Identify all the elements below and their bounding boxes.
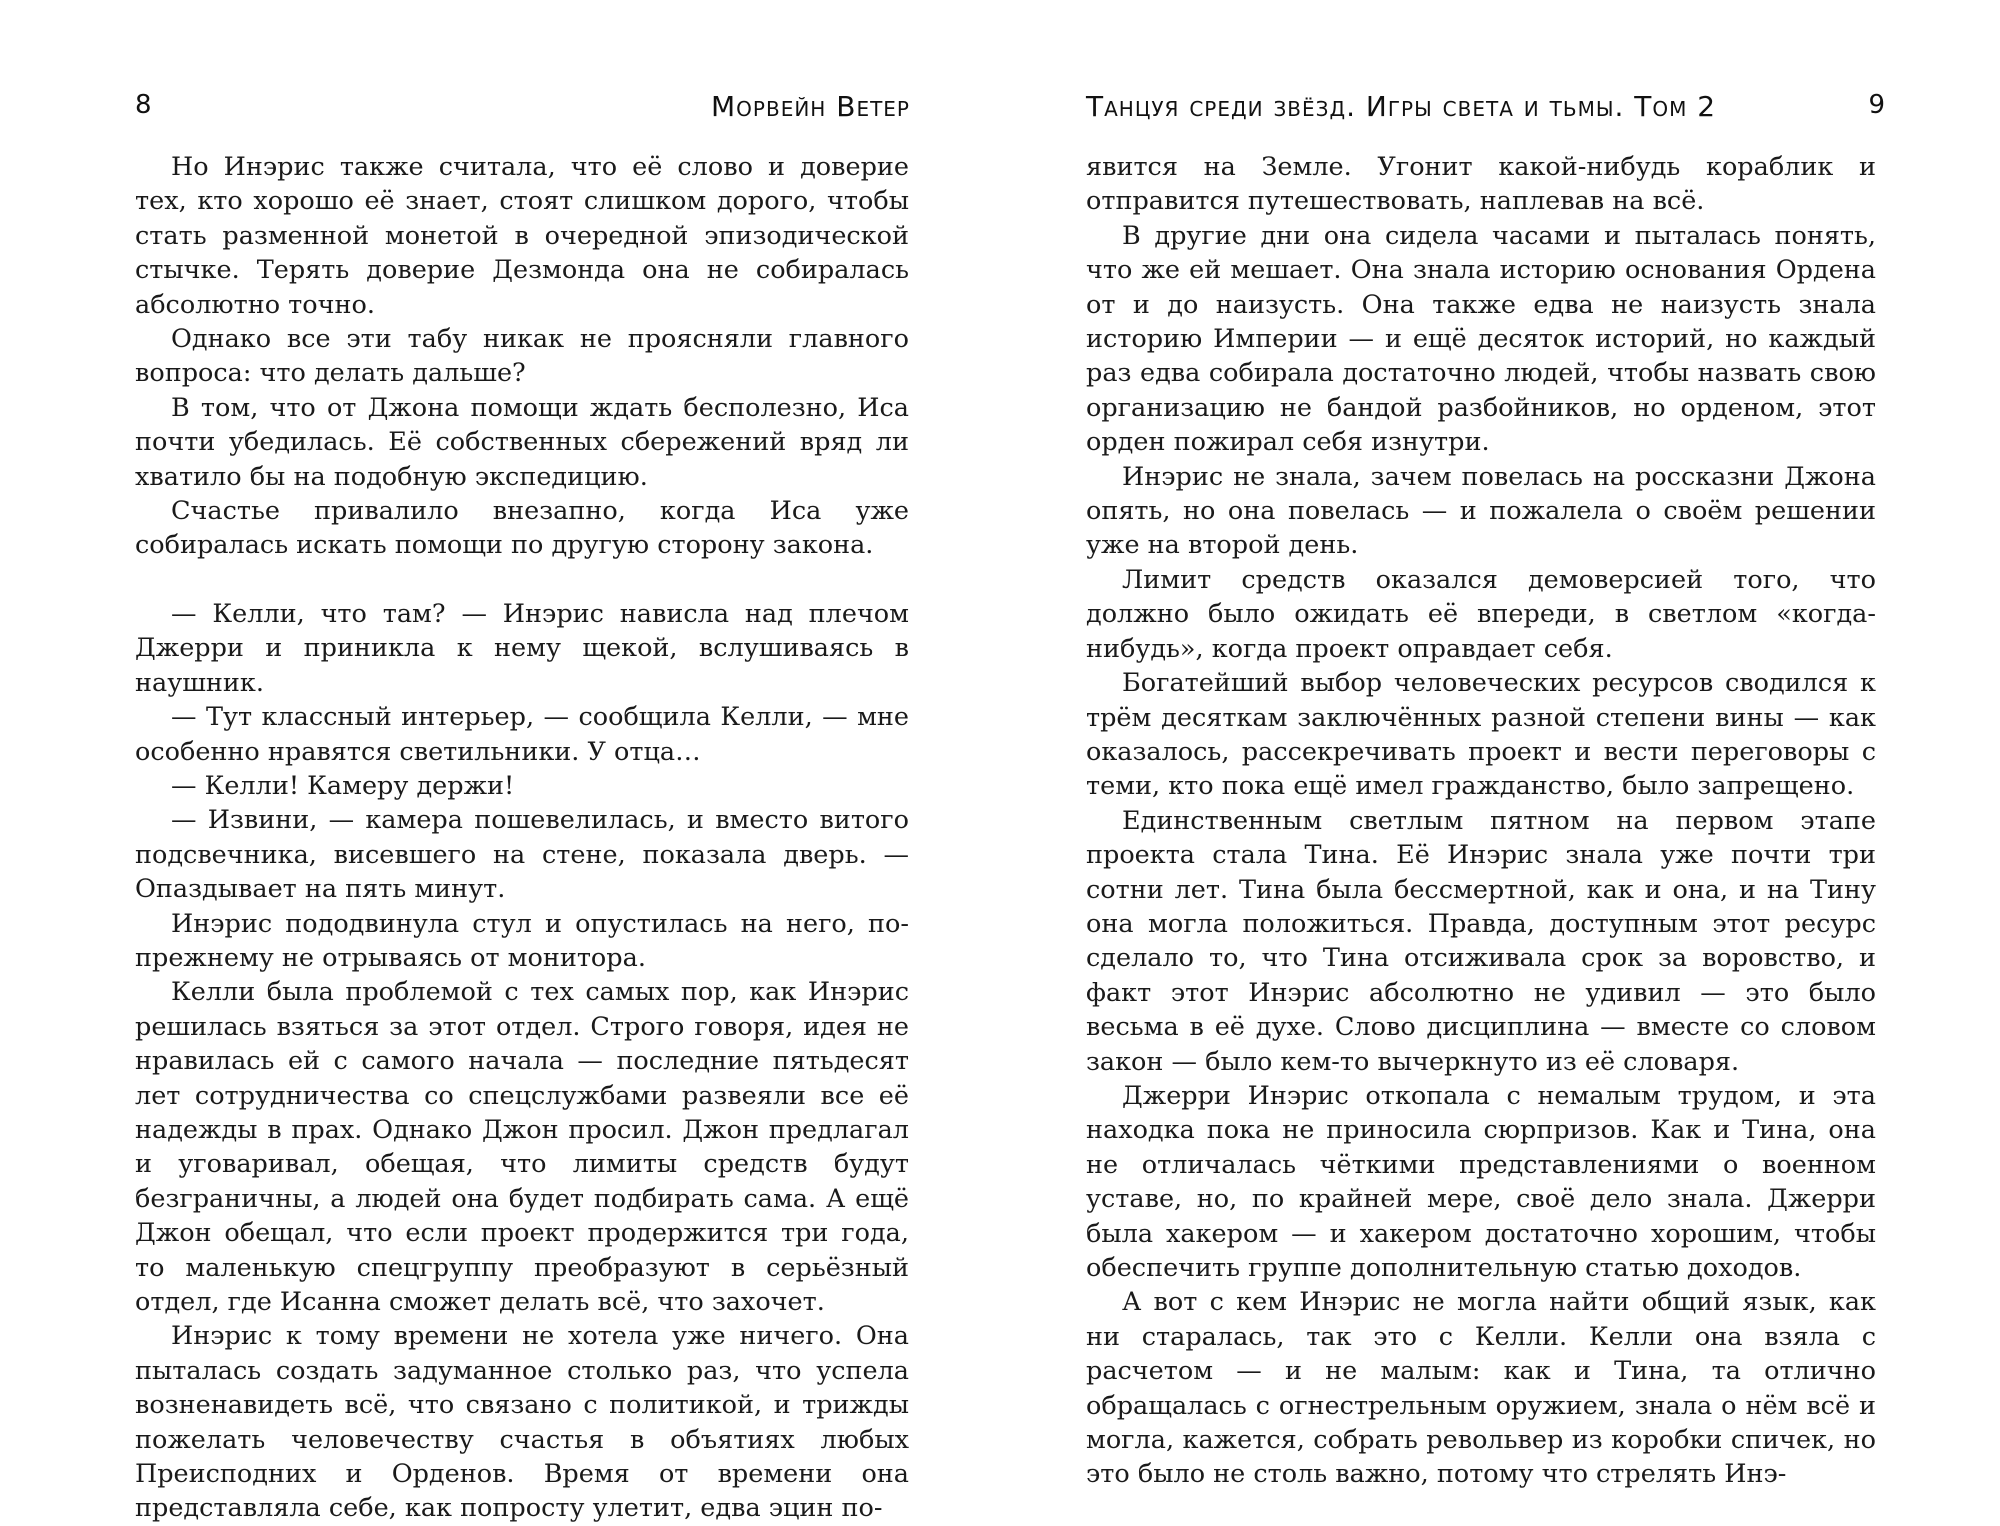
paragraph: Инэрис не знала, зачем повелась на россказни Джона опять, но она повелась — и пожалела о своём решении уже на второй день. bbox=[1086, 461, 1876, 561]
paragraph: А вот с кем Инэрис не могла найти общий язык, как ни старалась, так это с Келли. Келли она взяла с расчетом — и не малым: как и Тина, та отлично обращалась с огнестрельным оружием, знала о нём всё и могла, кажется, собрать револьвер из коробки спичек, но это было не столь важно, потому что стрелять Инэ- bbox=[1086, 1287, 1876, 1490]
page-number: 8 bbox=[135, 90, 152, 120]
paragraph: В другие дни она сидела часами и пыталась понять, что же ей мешает. Она знала историю основания Ордена от и до наизусть. Она также едва не наизусть знала историю Империи — и ещё десяток историй, но каждый раз едва собирала достаточно людей, чтобы назвать свою организацию не бандой разбойников, но орденом, этот орден пожирал себя изнутри. bbox=[1086, 220, 1876, 458]
left-page bbox=[0, 0, 1000, 1524]
paragraph: — Келли! Камеру держи! bbox=[171, 770, 515, 801]
running-header-title: Танцуя среди звёзд. Игры света и тьмы. Том 2 bbox=[1086, 90, 1717, 123]
paragraph: Келли была проблемой с тех самых пор, как Инэрис решилась взяться за этот отдел. Строго говоря, идея не нравилась ей с самого начала — последние пятьдесят лет сотрудничества со спецслужбами развеяли все её надежды в прах. Однако Джон просил. Джон предлагал и уговаривал, обещая, что лимиты средств будут безграничны, а людей она будет подбирать сама. А ещё Джон обещал, что если проект продержится три года, то маленькую спецгруппу преобразуют в серьёзный отдел, где Исанна сможет делать всё, что захочет. bbox=[135, 977, 909, 1317]
paragraph-continuation: явится на Земле. Угонит какой-нибудь кораблик и отправится путешествовать, наплевав на всё. bbox=[1086, 152, 1876, 217]
running-header-author: Морвейн Ветер bbox=[711, 90, 910, 123]
right-page-body bbox=[1086, 150, 1876, 1492]
paragraph: Инэрис к тому времени не хотела уже ничего. Она пыталась создать задуманное столько раз, что успела возненавидеть всё, что связано с политикой, и трижды пожелать человечеству счастья в объятиях любых Преисподних и Орденов. Время от времени она представляла себе, как попросту улетит, едва эцин по- bbox=[135, 1321, 909, 1524]
right-page bbox=[1000, 0, 2000, 1490]
paragraph: — Келли, что там? — Инэрис нависла над плечом Джерри и приникла к нему щекой, вслушиваясь в наушник. bbox=[135, 598, 909, 698]
paragraph: Богатейший выбор человеческих ресурсов сводился к трём десяткам заключённых разной степени вины — как оказалось, рассекречивать проект и вести переговоры с теми, кто пока ещё имел гражданство, было запрещено. bbox=[1086, 668, 1876, 802]
paragraph: Лимит средств оказался демоверсией того, что должно было ожидать её впереди, в светлом «когда-нибудь», когда проект оправдает себя. bbox=[1086, 564, 1876, 664]
paragraph: Но Инэрис также считала, что её слово и доверие тех, кто хорошо её знает, стоят слишком дорого, чтобы стать разменной монетой в очередной эпизодической стычке. Терять доверие Дезмонда она не собиралась абсолютно точно. bbox=[135, 152, 909, 320]
paragraph: Джерри Инэрис откопала с немалым трудом, и эта находка пока не приносила сюрпризов. Как и Тина, она не отличалась чёткими представлениями о военном уставе, но, по крайней мере, своё дело знала. Джерри была хакером — и хакером достаточно хорошим, чтобы обеспечить группе дополнительную статью доходов. bbox=[1086, 1080, 1876, 1283]
paragraph: Единственным светлым пятном на первом этапе проекта стала Тина. Её Инэрис знала уже почти три сотни лет. Тина была бессмертной, как и она, и на Тину она могла положиться. Правда, доступным этот ресурс сделало то, что Тина отсиживала срок за воровство, и факт этот Инэрис абсолютно не удивил — это было весьма в её духе. Слово дисциплина — вместе со словом закон — было кем-то вычеркнуто из её словаря. bbox=[1086, 805, 1876, 1077]
paragraph: В том, что от Джона помощи ждать бесполезно, Иса почти убедилась. Её собственных сбережений вряд ли хватило бы на подобную экспедицию. bbox=[135, 392, 909, 492]
paragraph: Инэрис пододвинула стул и опустилась на него, по-прежнему не отрываясь от монитора. bbox=[135, 908, 909, 973]
paragraph: Счастье привалило внезапно, когда Иса уже собиралась искать помощи по другую сторону закона. bbox=[135, 496, 909, 561]
paragraph: — Тут классный интерьер, — сообщила Келли, — мне особенно нравятся светильники. У отца… bbox=[135, 702, 909, 767]
left-page-body bbox=[135, 150, 909, 1526]
page-number: 9 bbox=[1868, 90, 1885, 120]
paragraph: Однако все эти табу никак не проясняли главного вопроса: что делать дальше? bbox=[135, 324, 909, 389]
paragraph: — Извини, — камера пошевелилась, и вместо витого подсвечника, висевшего на стене, показала дверь. — Опаздывает на пять минут. bbox=[135, 805, 909, 905]
section-break bbox=[135, 563, 909, 597]
